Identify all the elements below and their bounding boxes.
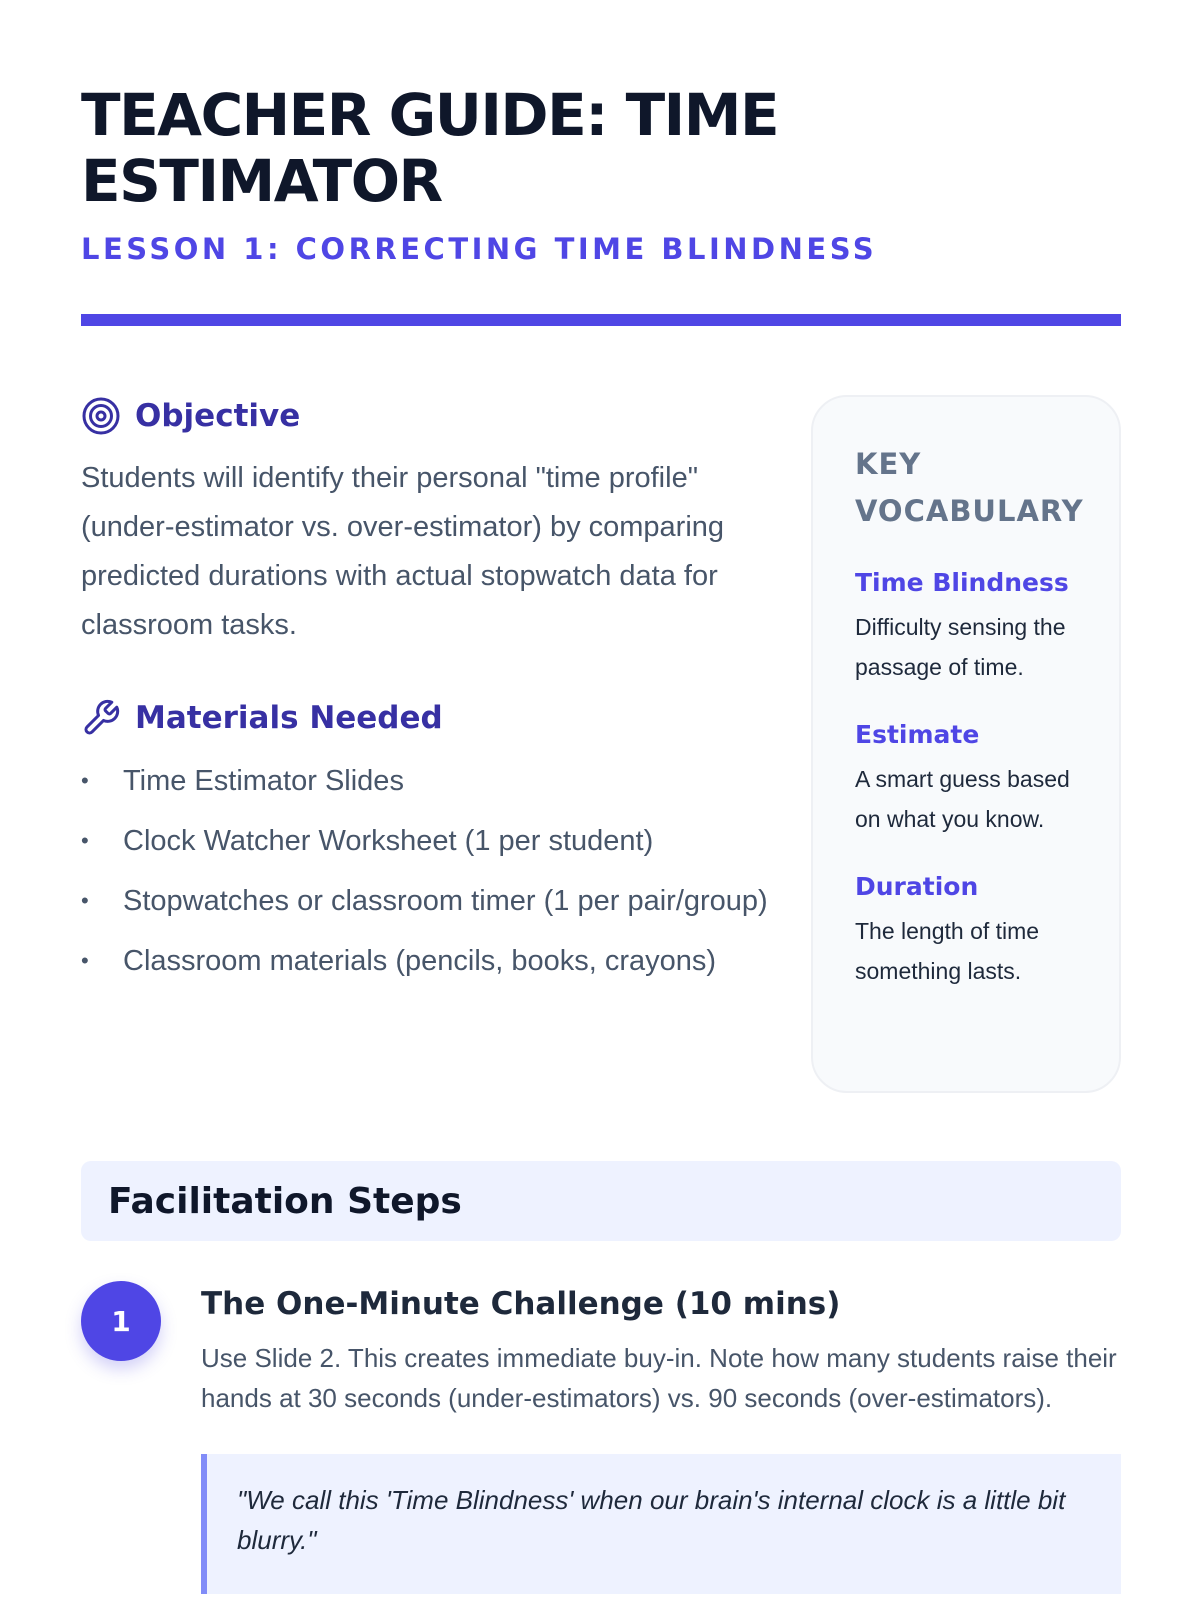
main-column (81, 396, 771, 998)
key-vocabulary-card (811, 395, 1121, 1093)
step-number-badge: 1 (81, 1281, 161, 1361)
bullet-icon: • (81, 948, 89, 973)
materials-header (81, 698, 771, 738)
lesson-subtitle: LESSON 1: CORRECTING TIME BLINDNESS (81, 232, 878, 266)
step-quote: "We call this 'Time Blindness' when our brain's internal clock is a little bit blurry." (201, 1454, 1121, 1594)
materials-heading: Materials Needed (135, 700, 443, 736)
term-name: Time Blindness (855, 568, 1069, 597)
vocabulary-term (855, 565, 1079, 687)
materials-list (81, 758, 771, 984)
facilitation-steps-header (81, 1161, 1121, 1241)
term-definition: A smart guess based on what you know. (855, 766, 1070, 832)
material-item-label: Time Estimator Slides (123, 765, 404, 797)
term-definition: The length of time something lasts. (855, 918, 1040, 984)
header-divider (81, 314, 1121, 326)
materials-section (81, 698, 771, 984)
list-item (81, 938, 771, 984)
bullet-icon: • (81, 888, 89, 913)
term-definition: Difficulty sensing the passage of time. (855, 614, 1066, 680)
facilitation-heading: Facilitation Steps (108, 1180, 462, 1222)
vocabulary-term (855, 869, 1079, 991)
objective-header (81, 396, 771, 436)
wrench-icon (81, 698, 121, 738)
list-item (81, 878, 771, 924)
term-name: Duration (855, 872, 979, 901)
material-item-label: Clock Watcher Worksheet (1 per student) (123, 825, 654, 857)
list-item (81, 818, 771, 864)
bullet-icon: • (81, 828, 89, 853)
bullet-icon: • (81, 768, 89, 793)
material-item-label: Stopwatches or classroom timer (1 per pair/group) (123, 885, 768, 917)
objective-heading: Objective (135, 398, 301, 434)
step-content (201, 1282, 1121, 1594)
page-title: TEACHER GUIDE: TIME ESTIMATOR (81, 81, 779, 215)
step-title: The One-Minute Challenge (10 mins) (201, 1286, 841, 1322)
vocabulary-term (855, 717, 1079, 839)
target-icon (81, 396, 121, 436)
step-description: Use Slide 2. This creates immediate buy-in. Note how many students raise their hands at 30 seconds (under-estimators) vs. 90 seconds (over-estimators). (201, 1343, 1117, 1413)
objective-text: Students will identify their personal "time profile" (under-estimator vs. over-estimator) by comparing predicted durations with actual stopwatch data for classroom tasks. (81, 462, 725, 641)
objective-section (81, 396, 771, 650)
vocabulary-heading: KEY VOCABULARY (855, 447, 1084, 528)
list-item (81, 758, 771, 804)
material-item-label: Classroom materials (pencils, books, crayons) (123, 945, 717, 977)
term-name: Estimate (855, 720, 980, 749)
